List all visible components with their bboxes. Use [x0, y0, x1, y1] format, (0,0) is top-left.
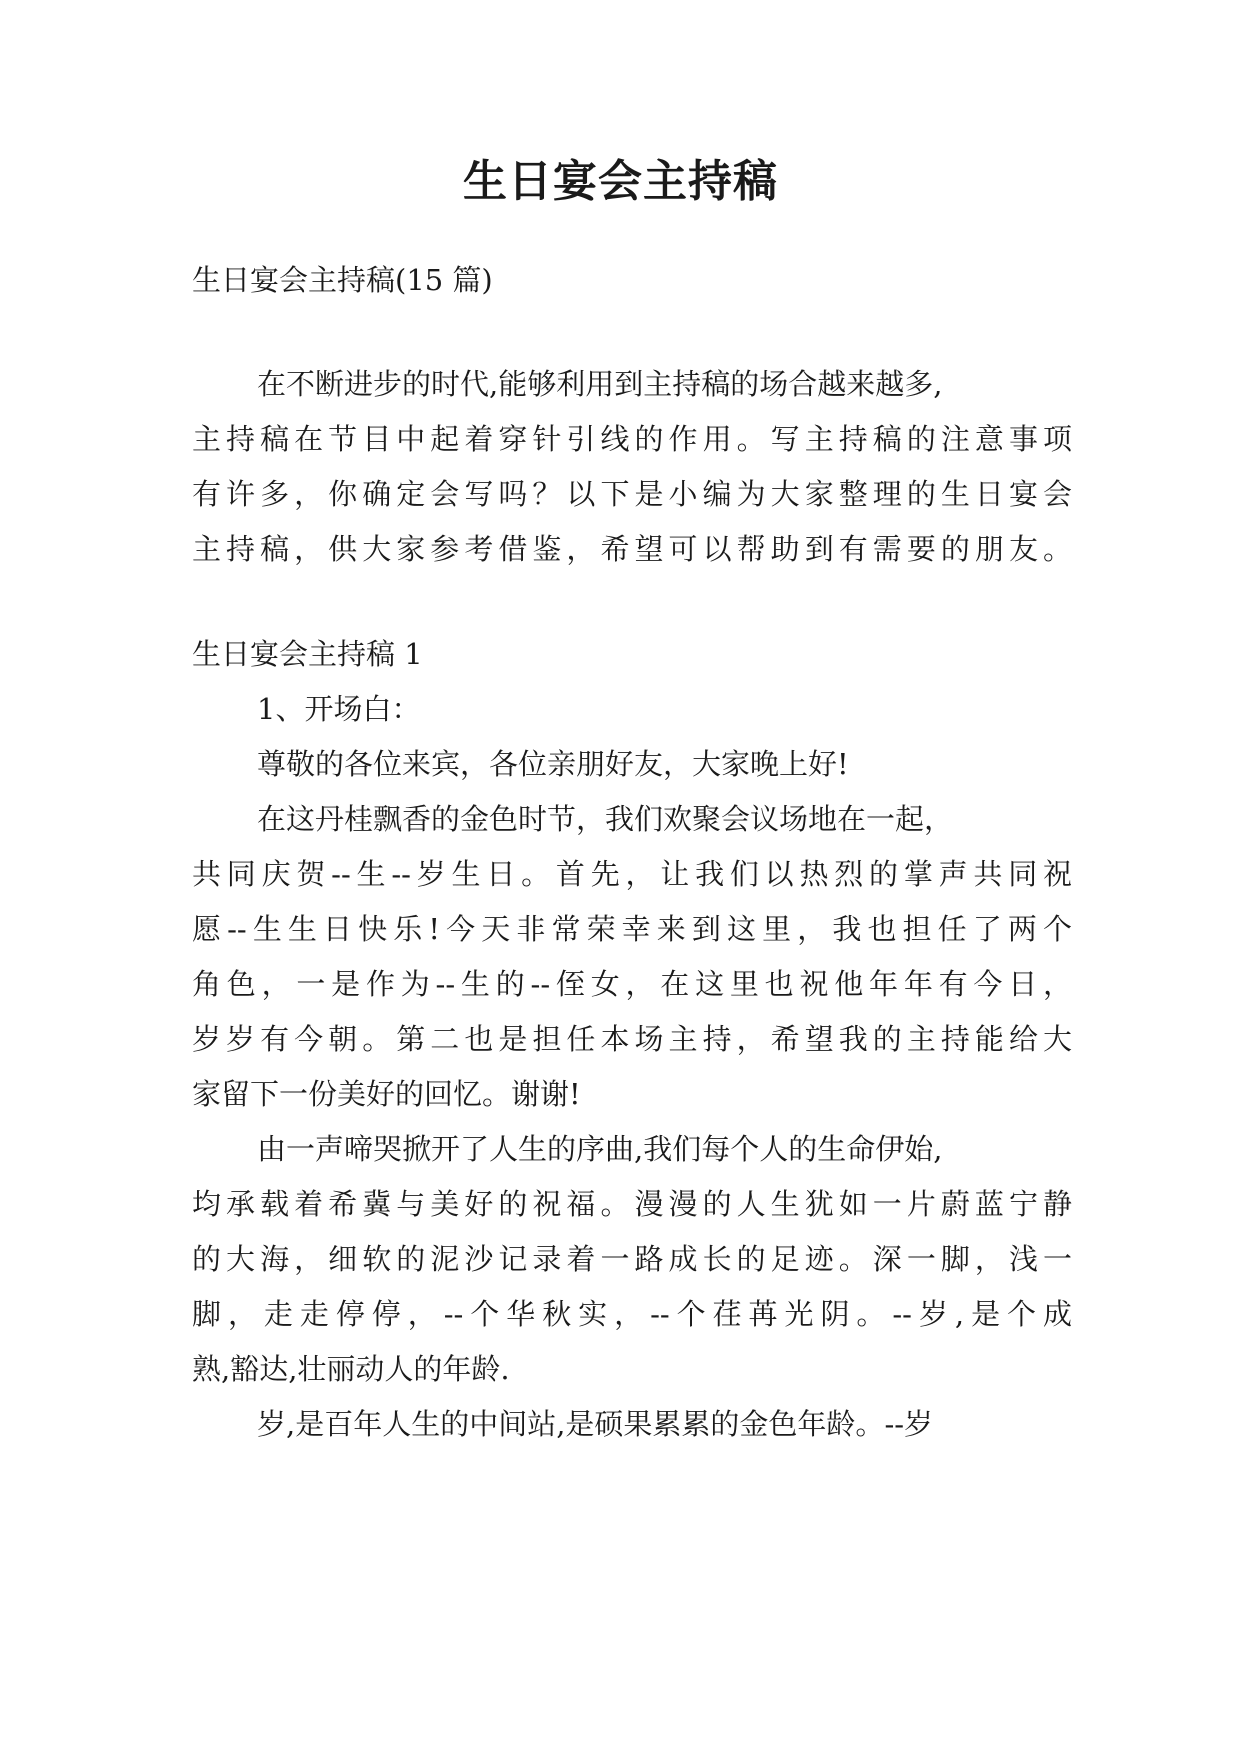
para2-line-1: 由一声啼哭掀开了人生的序曲,我们每个人的生命伊始,: [257, 1132, 943, 1166]
para1-line-3: 愿--生生日快乐!今天非常荣幸来到这里，我也担任了两个: [192, 912, 1072, 946]
para2-line-4: 脚，走走停停，--个华秋实，--个荏苒光阴。--岁,是个成: [192, 1297, 1072, 1331]
para1-line-1: 在这丹桂飘香的金色时节，我们欢聚会议场地在一起，: [257, 802, 954, 836]
para2-line-2: 均承载着希冀与美好的祝福。漫漫的人生犹如一片蔚蓝宁静: [192, 1187, 1072, 1221]
para1-line-5: 岁岁有今朝。第二也是担任本场主持，希望我的主持能给大: [192, 1022, 1072, 1056]
para2-line-5: 熟,豁达,壮丽动人的年龄.: [192, 1352, 510, 1386]
para1-line-4: 角色，一是作为--生的--侄女，在这里也祝他年年有今日，: [192, 967, 1072, 1001]
intro-line-4: 主持稿，供大家参考借鉴，希望可以帮助到有需要的朋友。: [192, 532, 1072, 566]
para1-line-6: 家留下一份美好的回忆。谢谢!: [192, 1077, 581, 1111]
intro-line-1: 在不断进步的时代,能够利用到主持稿的场合越来越多,: [257, 367, 943, 401]
para3-line-1: 岁,是百年人生的中间站,是硕果累累的金色年龄。--岁: [257, 1407, 934, 1441]
para1-line-2: 共同庆贺--生--岁生日。首先，让我们以热烈的掌声共同祝: [192, 857, 1072, 891]
item-label: 1、开场白：: [257, 692, 421, 726]
document-subtitle: 生日宴会主持稿(15 篇): [192, 263, 493, 297]
section-heading: 生日宴会主持稿 1: [192, 637, 423, 671]
document-title: 生日宴会主持稿: [463, 156, 778, 207]
para2-line-3: 的大海，细软的泥沙记录着一路成长的足迹。深一脚，浅一: [192, 1242, 1072, 1276]
intro-line-2: 主持稿在节目中起着穿针引线的作用。写主持稿的注意事项: [192, 422, 1072, 456]
intro-line-3: 有许多，你确定会写吗？以下是小编为大家整理的生日宴会: [192, 477, 1072, 511]
greeting-line: 尊敬的各位来宾，各位亲朋好友，大家晚上好!: [257, 747, 849, 781]
